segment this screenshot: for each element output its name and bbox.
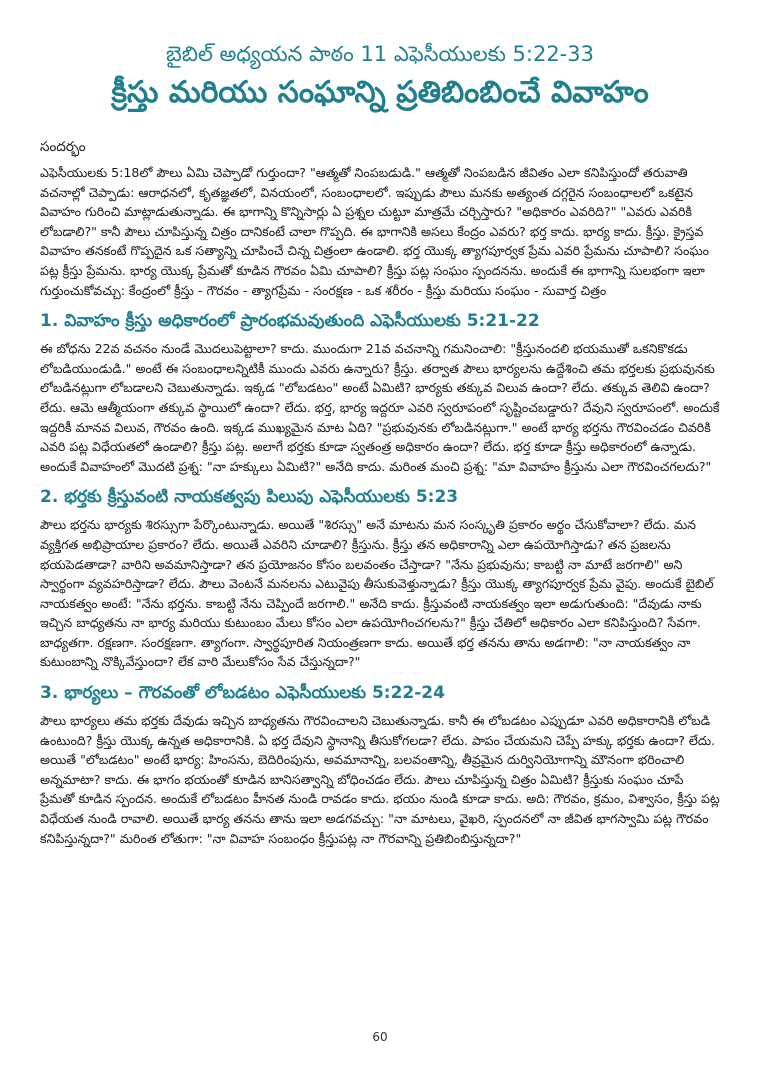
section-3-paragraph: పౌలు భార్యలు తమ భర్తకు దేవుడు ఇచ్చిన బాధ్యతను గౌరవించాలని చెబుతున్నాడు. కానీ ఈ లోబడటం ఎప్పుడూ ఎవరి అధికారానికి లోబడి ఉంటుంది? క్రీస్తు యొక్క ఉన్నత అధికారానికి. ఏ భర్త దేవుని స్థానాన్ని తీసుకోగలడా? లేదు. పాపం చేయమని చెప్పే హక్కు భర్తకు ఉందా? లేదు. అయితే "లోబడటం" అంటే భార్య: హింసను, బెదిరింపును, అవమానాన్ని, బలవంతాన్ని, తీవ్రమైన దుర్వినియోగాన్ని మౌనంగా భరించాలి అన్నమాటా? కాదు. ఈ భాగం భయంతో కూడిన బానిసత్వాన్ని బోధించడం లేదు. పౌలు చూపిస్తున్న చిత్రం ఏమిటి? క్రీస్తుకు సంఘం చూపే ప్రేమతో కూడిన స్పందన. అందుకే లోబడటం హీనత నుండి రావడం కాదు. భయం నుండి కూడా కాదు. అది: గౌరవం, క్రమం, విశ్వాసం, క్రీస్తు పట్ల విధేయత నుండి రావాలి. అయితే భార్య తనను తాను ఇలా అడగవచ్చు: "నా మాటలు, వైఖరి, స్పందనలో నా జీవిత భాగస్వామి పట్ల గౌరవం కనిపిస్తున్నదా?" మరింత లోతుగా: "నా వివాహ సంబంధం క్రీస్తుపట్ల నా గౌరవాన్ని ప్రతిబింబిస్తున్నదా?" bbox=[40, 713, 720, 846]
context-paragraph: ఎఫెసీయులకు 5:18లో పౌలు ఏమి చెప్పాడో గుర్తుందా? "ఆత్మతో నింపబడుడి." ఆత్మతో నింపబడిన జీవితం ఎలా కనిపిస్తుందో తరువాతి వచనాల్లో చెప్పాడు: ఆరాధనలో, కృతజ్ఞతలో, వినయంలో, సంబంధాలలో. ఇప్పుడు పౌలు మనకు అత్యంత దగ్గరైన సంబంధాలలో ఒకటైన వివాహం గురించి మాట్లాడుతున్నాడు. ఈ భాగాన్ని కొన్నిసార్లు ఏ ప్రశ్నల చుట్టూ మాత్రమే చర్చిస్తారు? "అధికారం ఎవరిది?" "ఎవరు ఎవరికి లోబడాలి?" కానీ పౌలు చూపిస్తున్న చిత్రం దానికంటే చాలా గొప్పది. ఈ భాగానికి అసలు కేంద్రం ఎవరు? భర్త కాదు. భార్య కాదు. క్రీస్తు. క్రైస్తవ వివాహం తనకంటే గొప్పదైన ఒక సత్యాన్ని చూపించే చిన్న చిత్రంలా ఉండాలి. భర్త యొక్క త్యాగపూర్వక ప్రేమ ఎవరి ప్రేమను చూపాలి? సంఘం పట్ల క్రీస్తు ప్రేమను. భార్య యొక్క ప్రేమతో కూడిన గౌరవం ఏమి చూపాలి? క్రీస్తు పట్ల సంఘం స్పందనను. అందుకే ఈ భాగాన్ని సులభంగా ఇలా గుర్తుంచుకోవచ్చు: కేంద్రంలో క్రీస్తు - గౌరవం - త్యాగప్రేమ - సంరక్షణ - ఒక శరీరం - క్రీస్తు మరియు సంఘం - సువార్త చిత్రం bbox=[40, 165, 710, 298]
section-1-heading: 1. వివాహం క్రీస్తు అధికారంలో ప్రారంభమవుతుంది ఎఫెసీయులకు 5:21-22 bbox=[40, 311, 540, 332]
section-2-paragraph: పౌలు భర్తను భార్యకు శిరస్సుగా పేర్కొంటున్నాడు. అయితే "శిరస్సు" అనే మాటను మన సంస్కృతి ప్రకారం అర్థం చేసుకోవాలా? లేదు. మన వ్యక్తిగత అభిప్రాయాల ప్రకారం? లేదు. అయితే ఎవరిని చూడాలి? క్రీస్తును. క్రీస్తు తన అధికారాన్ని ఎలా ఉపయోగిస్తాడు? తన ప్రజలను భయపెడతాడా? వారిని అవమానిస్తాడా? తన ప్రయోజనం కోసం బలవంతం చేస్తాడా? "నేను ప్రభువును; కాబట్టి నా మాటే జరగాలి" అని స్వార్థంగా వ్యవహరిస్తాడా? లేదు. పౌలు వెంటనే మనలను ఎటువైపు తీసుకువెళ్తున్నాడు? క్రీస్తు యొక్క త్యాగపూర్వక ప్రేమ వైపు. అందుకే బైబిల్ నాయకత్వం అంటే: "నేను భర్తను. కాబట్టి నేను చెప్పిందే జరగాలి." అనేది కాదు. క్రీస్తువంటి నాయకత్వం ఇలా అడుగుతుంది: "దేవుడు నాకు ఇచ్చిన బాధ్యతను నా భార్య మరియు కుటుంబం మేలు కోసం ఎలా ఉపయోగించగలను?" క్రీస్తు చేతిలో అధికారం ఎలా కనిపిస్తుంది? సేవగా. బాధ్యతగా. రక్షణగా. సంరక్షణగా. త్యాగంగా. స్వార్థపూరిత నియంత్రణగా కాదు. అయితే భర్త తనను తాను అడగాలి: "నా నాయకత్వం నా కుటుంబాన్ని నొక్కివేస్తుందా? లేక వారి మేలుకోసం సేవ చేస్తున్నదా?" bbox=[40, 517, 714, 670]
lesson-subtitle: బైబిల్ అధ్యయన పాఠం 11 ఎఫెసీయులకు 5:22-33 bbox=[166, 42, 594, 66]
section-1-paragraph: ఈ బోధను 22వ వచనం నుండే మొదలుపెట్టాలా? కాదు. ముందుగా 21వ వచనాన్ని గమనించాలి: "క్రీస్తునందలి భయముతో ఒకనికొకడు లోబడియుండుడి." అంటే ఈ సంబంధాలన్నిటికీ ముందు ఎవరు ఉన్నారు? క్రీస్తు. తర్వాత పౌలు భార్యలను ఉద్దేశించి తమ భర్తలకు ప్రభువునకు లోబడినట్లుగా లోబడాలని చెబుతున్నాడు. ఇక్కడ "లోబడటం" అంటే ఏమిటి? భార్యకు తక్కువ విలువ ఉందా? లేదు. తక్కువ తెలివి ఉందా? లేదు. ఆమె ఆత్మీయంగా తక్కువ స్థాయిలో ఉందా? లేదు. భర్త, భార్య ఇద్దరూ ఎవరి స్వరూపంలో సృష్టించబడ్డారు? దేవుని స్వరూపంలో. అందుకే ఇద్దరికీ మానవ విలువ, గౌరవం ఉంది. ఇక్కడ ముఖ్యమైన మాట ఏది? "ప్రభువునకు లోబడినట్లుగా." అంటే భార్య భర్తను గౌరవించడం చివరికి ఎవరి పట్ల విధేయతలో ఉండాలి? క్రీస్తు పట్ల. అలాగే భర్తకు కూడా స్వతంత్ర అధికారం ఉందా? లేదు. భర్త కూడా క్రీస్తు అధికారంలో ఉన్నాడు. అందుకే వివాహంలో మొదటి ప్రశ్న: "నా హక్కులు ఏమిటి?" అనేది కాదు. మరింత మంచి ప్రశ్న: "మా వివాహం క్రీస్తును ఎలా గౌరవించగలదు?" bbox=[40, 341, 720, 474]
section-3-heading: 3. భార్యలు – గౌరవంతో లోబడటం ఎఫెసీయులకు 5:22-24 bbox=[40, 683, 445, 704]
section-2-heading: 2. భర్తకు క్రీస్తువంటి నాయకత్వపు పిలుపు ఎఫెసీయులకు 5:23 bbox=[40, 487, 459, 508]
page-number: 60 bbox=[372, 1030, 388, 1044]
lesson-title: క్రీస్తు మరియు సంఘాన్ని ప్రతిబింబించే వివాహం bbox=[111, 75, 649, 110]
context-label: సందర్భం bbox=[40, 139, 86, 155]
